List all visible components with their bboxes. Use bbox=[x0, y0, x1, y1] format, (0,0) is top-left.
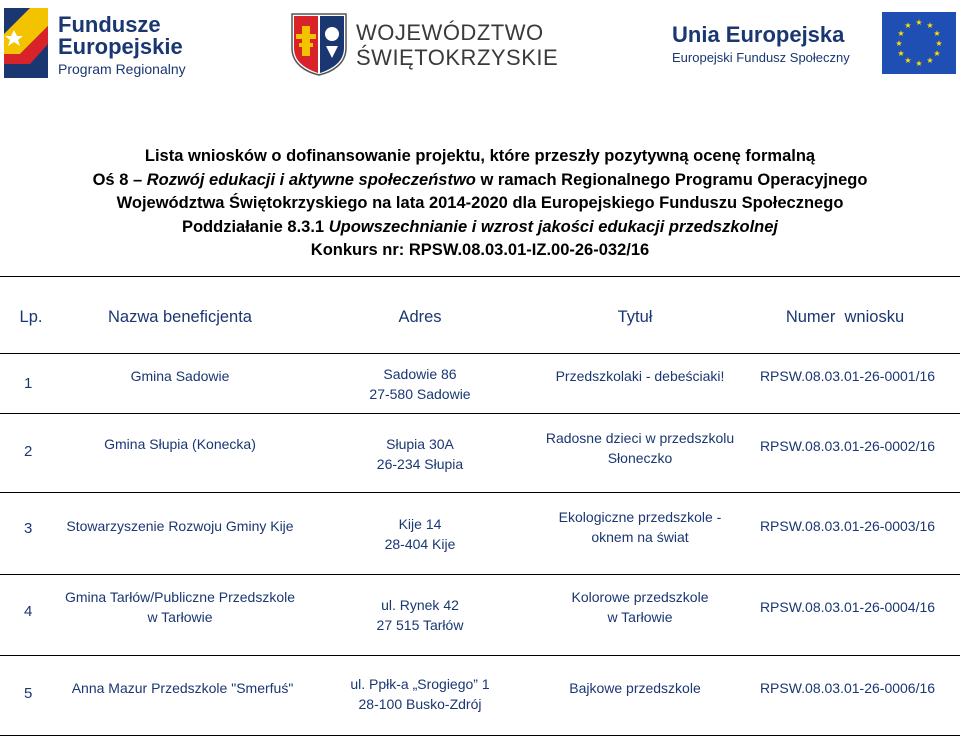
row-title bbox=[525, 678, 745, 698]
heading-line-5: Konkurs nr: RPSW.08.03.01-IZ.00-26-032/16 bbox=[310, 241, 650, 259]
unia-europejska-text bbox=[672, 24, 850, 64]
row-title-line: Ekologiczne przedszkole - bbox=[558, 509, 722, 525]
row-address bbox=[320, 434, 520, 474]
row-title-line: oknem na świat bbox=[591, 529, 689, 545]
swietokrzyskie-crest-icon bbox=[290, 12, 348, 76]
row-name-line: Gmina Słupia (Konecka) bbox=[104, 436, 256, 452]
row-lp: 3 bbox=[24, 520, 33, 537]
table-rule bbox=[0, 413, 960, 414]
row-name bbox=[60, 516, 300, 536]
heading-line-1: Lista wniosków o dofinansowanie projektu, które przeszły pozytywną ocenę formalną bbox=[144, 147, 816, 165]
row-name bbox=[55, 678, 310, 698]
fundusze-europejskie-logo-icon bbox=[0, 4, 52, 82]
row-title-line: Kolorowe przedszkole bbox=[571, 589, 709, 605]
row-address-line: ul. Ppłk-a „Srogiego” 1 bbox=[350, 676, 490, 692]
row-title bbox=[530, 366, 750, 386]
row-number: RPSW.08.03.01-26-0004/16 bbox=[759, 599, 936, 615]
row-number: RPSW.08.03.01-26-0002/16 bbox=[759, 438, 936, 454]
row-address-line: 26-234 Słupia bbox=[376, 456, 464, 472]
ue-line1: Unia Europejska bbox=[672, 22, 845, 47]
table-rule bbox=[0, 276, 960, 277]
eu-flag-icon bbox=[882, 12, 956, 74]
row-name-line: Gmina Tarłów/Publiczne Przedszkole bbox=[64, 589, 296, 605]
fundusze-europejskie-text bbox=[58, 14, 186, 76]
table-rule bbox=[0, 353, 960, 354]
heading-line-4-prefix: Poddziałanie 8.3.1 bbox=[181, 217, 329, 236]
row-address bbox=[320, 595, 520, 635]
header-name: Nazwa beneficjenta bbox=[107, 308, 252, 326]
header-number: Numer wniosku bbox=[785, 308, 905, 326]
table-rule bbox=[0, 655, 960, 656]
heading-line-2-italic: Rozwój edukacji i aktywne społeczeństwo bbox=[146, 170, 476, 189]
row-lp: 2 bbox=[24, 443, 33, 460]
svg-text:★: ★ bbox=[895, 39, 903, 48]
row-number: RPSW.08.03.01-26-0003/16 bbox=[759, 518, 936, 534]
row-title-line: Słoneczko bbox=[607, 450, 673, 466]
row-title bbox=[530, 507, 750, 547]
row-lp: 4 bbox=[24, 603, 33, 620]
svg-text:★: ★ bbox=[926, 21, 934, 30]
header-title: Tytuł bbox=[617, 308, 653, 326]
row-address-line: Kije 14 bbox=[398, 516, 442, 532]
row-name-line: Gmina Sadowie bbox=[130, 368, 230, 384]
row-title-line: Bajkowe przedszkole bbox=[569, 680, 701, 696]
row-number: RPSW.08.03.01-26-0006/16 bbox=[759, 680, 936, 696]
svg-text:★: ★ bbox=[904, 21, 912, 30]
row-address-line: ul. Rynek 42 bbox=[381, 597, 459, 613]
row-name-line: Anna Mazur Przedszkole "Smerfuś" bbox=[71, 680, 294, 696]
header-address: Adres bbox=[398, 308, 442, 326]
row-address bbox=[320, 514, 520, 554]
heading-line-2-suffix: w ramach Regionalnego Programu Operacyjnego bbox=[475, 170, 868, 189]
row-address-line: 28-404 Kije bbox=[384, 536, 456, 552]
heading-line-3: Województwa Świętokrzyskiego na lata 2014-2020 dla Europejskiego Funduszu Społecznego bbox=[116, 194, 844, 212]
logo-strip bbox=[0, 0, 960, 90]
heading-line-4 bbox=[0, 216, 960, 240]
document-heading bbox=[0, 145, 960, 263]
svg-text:★: ★ bbox=[933, 29, 941, 38]
row-title bbox=[530, 587, 750, 627]
svg-text:★: ★ bbox=[904, 56, 912, 65]
fe-line3: Program Regionalny bbox=[58, 61, 186, 77]
row-title-line: Radosne dzieci w przedszkolu bbox=[545, 430, 735, 446]
swietokrzyskie-text bbox=[356, 22, 558, 69]
ue-line2: Europejski Fundusz Społeczny bbox=[672, 50, 850, 65]
row-address-line: Sadowie 86 bbox=[383, 366, 457, 382]
row-name bbox=[60, 434, 300, 454]
heading-line-2 bbox=[0, 169, 960, 193]
ws-line1: WOJEWÓDZTWO bbox=[356, 20, 544, 45]
row-address bbox=[320, 364, 520, 404]
table-rule bbox=[0, 735, 960, 736]
row-address-line: Słupia 30A bbox=[386, 436, 454, 452]
svg-text:★: ★ bbox=[935, 39, 943, 48]
row-number: RPSW.08.03.01-26-0001/16 bbox=[759, 368, 936, 384]
row-address-line: 27-580 Sadowie bbox=[369, 386, 471, 402]
fe-line2: Europejskie bbox=[58, 34, 183, 59]
heading-line-2-prefix: Oś 8 – bbox=[92, 170, 147, 189]
row-title bbox=[530, 428, 750, 468]
svg-text:★: ★ bbox=[915, 18, 923, 27]
row-lp: 5 bbox=[24, 685, 33, 702]
svg-text:★: ★ bbox=[915, 59, 923, 68]
svg-text:★: ★ bbox=[897, 49, 905, 58]
ws-line2: ŚWIĘTOKRZYSKIE bbox=[356, 45, 559, 70]
row-name-line: w Tarłowie bbox=[147, 609, 213, 625]
row-address bbox=[320, 674, 520, 714]
table-rule bbox=[0, 492, 960, 493]
row-address-line: 28-100 Busko-Zdrój bbox=[358, 696, 482, 712]
row-address-line: 27 515 Tarłów bbox=[376, 617, 464, 633]
heading-line-4-italic: Upowszechnianie i wzrost jakości edukacji przedszkolnej bbox=[328, 217, 779, 236]
row-lp: 1 bbox=[24, 375, 33, 392]
header-lp: Lp. bbox=[19, 308, 43, 326]
row-name bbox=[60, 366, 300, 386]
fe-line1: Fundusze bbox=[58, 12, 161, 37]
table-rule bbox=[0, 574, 960, 575]
svg-text:★: ★ bbox=[926, 56, 934, 65]
row-title-line: w Tarłowie bbox=[607, 609, 673, 625]
row-name bbox=[50, 587, 310, 627]
row-name-line: Stowarzyszenie Rozwoju Gminy Kije bbox=[66, 518, 294, 534]
row-title-line: Przedszkolaki - debeściaki! bbox=[555, 368, 725, 384]
svg-text:★: ★ bbox=[897, 29, 905, 38]
svg-text:★: ★ bbox=[933, 49, 941, 58]
